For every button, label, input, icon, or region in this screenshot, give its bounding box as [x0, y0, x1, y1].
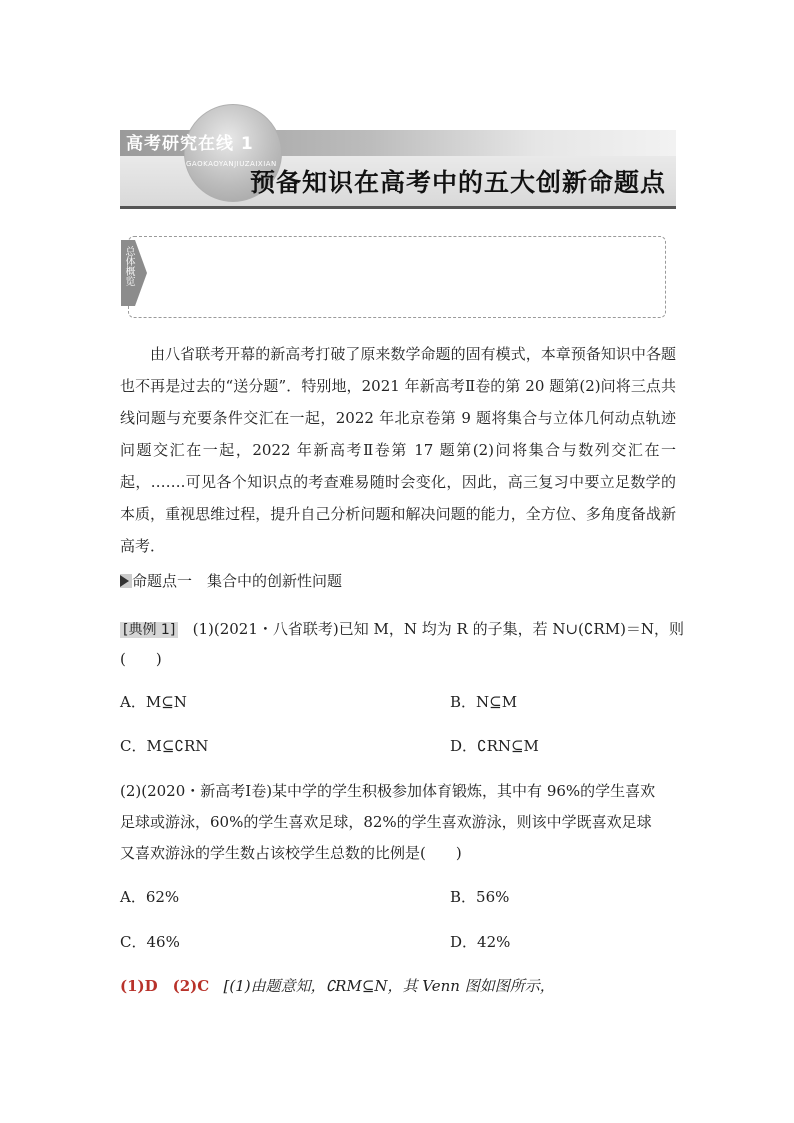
q2-line-2: 足球或游泳，60%的学生喜欢足球，82%的学生喜欢游泳，则该中学既喜欢足球: [120, 813, 652, 831]
q2-option-a: A．62%: [120, 888, 180, 906]
series-label: 高考研究在线 1: [126, 134, 254, 154]
q1-paren: ( ): [120, 650, 162, 668]
overview-box: [128, 236, 666, 318]
play-triangle-icon: [120, 575, 129, 587]
q2-line-1: (2)(2020・新高考Ⅰ卷)某中学的学生积极参加体育锻炼，其中有 96%的学生喜欢: [120, 782, 656, 800]
answer-line: [120, 975, 555, 996]
intro-paragraph: 由八省联考开幕的新高考打破了原来数学命题的固有模式，本章预备知识中各题也不再是过去的“送分题”．特别地，2021 年新高考Ⅱ卷的第 20 题第(2)问将三点共线问题与充要条件交汇在一起，2022 年北京卷第 9 题将集合与立体几何动点轨迹问题交汇在一起，2022 年新高考Ⅱ卷第 17 题第(2)问将集合与数列交汇在一起，…….可见各个知识点的考查难易随时会变化，因此，高三复习中要立足数学的本质，重视思维过程，提升自己分析问题和解决问题的能力，全方位、多角度备战新高考．: [120, 345, 676, 555]
q1-option-d: D．∁RN⊆M: [450, 737, 539, 755]
q1-option-c: C．M⊆∁RN: [120, 737, 209, 755]
answer-label: (1)D (2)C: [120, 977, 210, 995]
q2-option-d: D．42%: [450, 933, 511, 951]
q2-line-3: 又喜欢游泳的学生数占该校学生总数的比例是( ): [120, 844, 462, 862]
example-tag: [典例 1]: [120, 622, 178, 638]
q1-stem: (1)(2021・八省联考)已知 M，N 均为 R 的子集，若 N∪(∁RM)＝N，则: [192, 620, 685, 638]
q2-option-c: C．46%: [120, 933, 180, 951]
series-pinyin: GAOKAOYANJIUZAIXIAN: [186, 160, 277, 168]
section-title-text: 命题点一 集合中的创新性问题: [132, 572, 343, 590]
answer-explanation: [(1)由题意知，∁RM⊆N，其 Venn 图如图所示，: [223, 977, 555, 995]
overview-tab-label: 总体概览: [123, 246, 134, 286]
q1-stem-line: [120, 618, 684, 639]
chapter-title: 预备知识在高考中的五大创新命题点: [250, 168, 667, 197]
q1-option-a: A．M⊆N: [120, 693, 187, 711]
section-title: [120, 570, 342, 591]
q2-option-b: B．56%: [450, 888, 510, 906]
q1-option-b: B．N⊆M: [450, 693, 518, 711]
